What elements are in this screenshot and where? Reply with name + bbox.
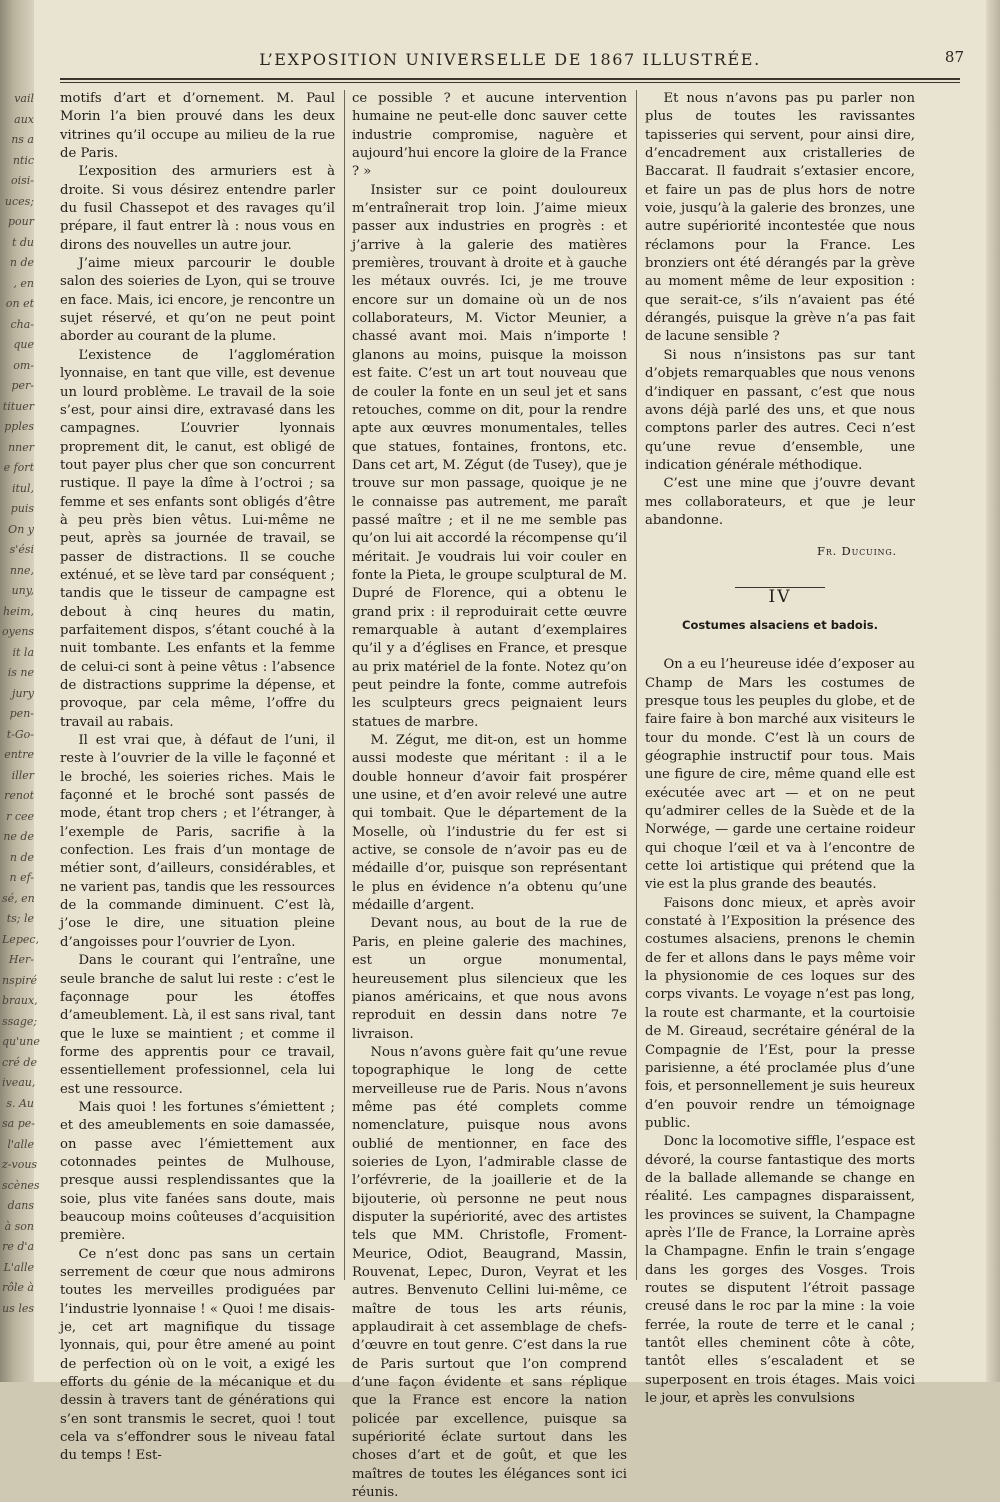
gutter-text-fragment: pen- bbox=[9, 707, 34, 720]
gutter-text-fragment: n de bbox=[9, 256, 34, 269]
gutter-text-fragment: braux, bbox=[2, 994, 38, 1007]
paragraph: ce possible ? et aucune intervention humaine ne peut-elle donc sauver cette industrie compromise, naguère et aujourd’hui encore la gloire de la France ? » bbox=[352, 91, 627, 180]
gutter-text-fragment: jury bbox=[12, 686, 34, 700]
gutter-text-fragment: ne de bbox=[3, 830, 34, 843]
gutter-text-fragment: entre bbox=[4, 748, 34, 761]
gutter-text-fragment: per- bbox=[11, 379, 34, 392]
paragraph: J’aime mieux parcourir le double salon des soieries de Lyon, qui se trouve en face. Mais, ici encore, je rencontre un sujet réservé, et qu’on ne peut point aborder au courant de la plume. bbox=[60, 256, 335, 345]
gutter-text-fragment: iller bbox=[11, 768, 34, 782]
gutter-text-fragment: l'alle bbox=[7, 1137, 34, 1151]
column-separator bbox=[636, 90, 637, 1280]
gutter-text-fragment: aux bbox=[14, 112, 34, 126]
paragraph: motifs d’art et d’ornement. M. Paul Morin l’a bien prouvé dans les deux vitrines qu’il occupe au milieu de la rue de Paris. bbox=[60, 91, 335, 162]
paragraph: Faisons donc mieux, et après avoir constaté à l’Exposition la présence des costumes alsaciens, prenons le chemin de fer et allons dans le pays même voir la physionomie de ces loques sur des corps vivants. Le voyage n’est pas long, la route est charmante, et la courtoisie de M. Gireaud, secrétaire général de la Compagnie de l’Est, pour la presse parisienne, a été proclamée plus d’une fois, et personnellement je suis heureux d’en pouvoir rendre un témoignage public. bbox=[645, 895, 915, 1131]
paragraph: C’est une mine que j’ouvre devant mes collaborateurs, et que je leur abandonne. bbox=[645, 476, 915, 528]
gutter-text-fragment: rôle à bbox=[2, 1281, 34, 1294]
paragraph: Devant nous, au bout de la rue de Paris, en pleine galerie des machines, est un orgue monumental, heureusement plus silencieux que les pianos américains, et que nous avons reproduit en dessin dans notre 7e livraison. bbox=[352, 916, 627, 1042]
header-rule-thin bbox=[60, 82, 960, 83]
gutter-text-fragment: n de bbox=[9, 850, 34, 864]
gutter-text-fragment: oyens bbox=[2, 625, 35, 638]
gutter-text-fragment: us les bbox=[2, 1301, 34, 1315]
running-title: L’EXPOSITION UNIVERSELLE DE 1867 ILLUSTRÉE. bbox=[259, 50, 761, 69]
paragraph: Insister sur ce point douloureux m’entraînerait trop loin. J’aime mieux passer aux industries en progrès : et j’arrive à la galerie des matières premières, trouvant à droite et à gauche les métaux ouvrés. Ici, je me trouve encore sur un domaine où un de nos collaborateurs, M. Victor Meunier, a chassé avant moi. Mais n’importe ! glanons au moins, puisque la moisson est faite. C’est un art tout nouveau que de couler la fonte en un seul jet et sans retouches, comme on dit, pour la rendre apte aux œuvres monumentales, telles que statues, fontaines, frontons, etc. Dans cet art, M. Zégut (de Tusey), que je trouve sur mon passage, quoique je ne le connaisse pas autrement, me paraît passé maître ; et il ne me semble pas qu’on lui ait accordé la récompense qu’il méritait. Je voudrais lui voir couler en fonte la Pieta, le groupe sculptural de M. Dupré de Florence, qui a obtenu le grand prix : il reproduirait cette œuvre remarquable à autant d’exemplaires qu’il y a d’églises en France, et presque au prix matériel de la fonte. Notez qu’on peut peindre la fonte, comme autrefois les sculpteurs grecs peignaient leurs statues de marbre. bbox=[352, 182, 627, 730]
gutter-text-fragment: z-vous bbox=[2, 1158, 38, 1171]
gutter-text-fragment: vail bbox=[14, 92, 34, 105]
paragraph: Mais quoi ! les fortunes s’émiettent ; et des ameublements en soie damassée, on passe avec l’émiettement aux cotonnades peintes de Mulhouse, presque aussi resplendissantes que la soie, plus vite fanées sans doute, mais beaucoup moins coûteuses d’acquisition première. bbox=[60, 1099, 335, 1244]
gutter-text-fragment: que bbox=[13, 338, 34, 351]
gutter-text-fragment: uny, bbox=[11, 584, 34, 597]
paragraph: On a eu l’heureuse idée d’exposer au Champ de Mars les costumes de presque tous les peuples du globe, et de faire faire à bon marché aux visiteurs le tour du monde. C’est là un cours de géographie instructif pour tous. Mais une figure de cire, même quand elle est exécutée avec art — et on ne peut qu’admirer celles de la Suède et de la Norwége, — garde une certaine roideur qui choque l’œil et va à l’encontre de cette loi artistique qui prétend que la vie est la plus grande des beautés. bbox=[645, 657, 915, 893]
gutter-text-fragment: nne, bbox=[9, 563, 34, 577]
adjacent-page-gutter bbox=[0, 0, 40, 1382]
gutter-text-fragment: ssage; bbox=[2, 1014, 38, 1028]
gutter-text-fragment: it la bbox=[12, 645, 34, 659]
column-middle bbox=[352, 90, 627, 1502]
gutter-text-fragment: pples bbox=[4, 420, 34, 433]
page-header bbox=[60, 48, 964, 74]
paragraph: Si nous n’insistons pas sur tant d’objets remarquables que nous venons d’indiquer en passant, c’est que nous avons déjà parlé des uns, et que nous comptons parler des autres. Ceci n’est qu’une revue d’ensemble, une indication générale méthodique. bbox=[645, 347, 915, 473]
paragraph: L’exposition des armuriers est à droite. Si vous désirez entendre parler du fusil Chassepot et des ravages qu’il prépare, il faut entrer là : nous vous en dirons des nouvelles un autre jour. bbox=[60, 164, 335, 253]
gutter-text-fragment: Her- bbox=[8, 953, 34, 966]
gutter-text-fragment: scènes bbox=[2, 1178, 40, 1192]
gutter-text-fragment: iveau, bbox=[2, 1076, 36, 1089]
gutter-text-fragment: à son bbox=[4, 1219, 34, 1233]
paragraph: Il est vrai que, à défaut de l’uni, il reste à l’ouvrier de la ville le façonné et le broché, les soieries riches. Mais le façonné et le broché sont passés de mode, étant trop chers ; et l’étranger, à l’exemple de Paris, sacrifie à la confection. Les frais d’un montage de métier sont, d’ailleurs, considérables, et ne varient pas, tandis que les ressources de la commande diminuent. C’est là, j’ose le dire, une situation pleine d’angoisses pour l’ouvrier de Lyon. bbox=[60, 733, 335, 950]
gutter-text-fragment: nspiré bbox=[2, 973, 38, 987]
paragraph: L’existence de l’agglomération lyonnaise, en tant que ville, est devenue un lourd problème. Le travail de la soie s’est, pour ainsi dire, extravasé dans les campagnes. L’ouvrier lyonnais proprement dit, le canut, est obligé de tout payer plus cher que son concurrent rustique. Il paye la dîme à l’octroi ; sa femme et ses enfants sont obligés d’être à peu près bien vêtus. Lui-même ne peut, après sa journée de travail, se passer de distractions. Il se couche exténué, et se lève tard par conséquent ; tandis que le tisseur de campagne est debout à cinq heures du matin, parfaitement dispos, s’étant couché à la nuit tombante. Les enfants et la femme de celui-ci sont à peine vêtus : l’absence de distractions supprime la dépense, et provoque, par cela même, l’offre du travail au rabais. bbox=[60, 347, 335, 730]
paragraph: M. Zégut, me dit-on, est un homme aussi modeste que méritant : il a le double honneur d’avoir fait prospérer une usine, et d’en avoir relevé une autre qui tombait. Que le département de la Moselle, où l’industrie du fer est si active, se console de n’avoir pas eu de médaille d’or, puisque son représentant le plus en évidence n’a obtenu qu’une médaille d’argent. bbox=[352, 733, 627, 914]
gutter-text-fragment: on et bbox=[5, 297, 34, 310]
gutter-text-fragment: s'ési bbox=[9, 543, 34, 556]
paragraph: Dans le courant qui l’entraîne, une seule branche de salut lui reste : c’est le façonnage pour les étoffes d’ameublement. Là, il est sans rival, tant que le luxe se maintient ; et comme il forme des apprentis pour ce travail, essentiellement professionnel, cela lui est une ressource. bbox=[60, 953, 335, 1097]
column-separator bbox=[344, 90, 345, 1280]
gutter-text-fragment: renot bbox=[4, 789, 34, 802]
gutter-text-fragment: qu'une bbox=[2, 1035, 40, 1048]
paragraph: Nous n’avons guère fait qu’une revue topographique le long de cette merveilleuse rue de Paris. Nous n’avons même pas été complets comme nomenclature, puisque nous avons oublié de mentionner, en face des soieries de Lyon, l’admirable classe de l’orfévrerie, de la joaillerie et de la bijouterie, où personne ne peut nous disputer la supériorité, avec des artistes tels que MM. Christofle, Froment-Meurice, Odiot, Beaugrand, Massin, Rouvenat, Lepec, Duron, Veyrat et les autres. Benvenuto Cellini lui-même, ce maître de tous les arts réunis, applaudirait à cet assemblage de chefs-d’œuvre en tout genre. C’est dans la rue de Paris surtout que l’on comprend d’une façon évidente et sans réplique que la France est encore la nation policée par excellence, puisque sa supériorité éclate surtout dans les choses d’art et de goût, et que les maîtres de toutes les élégances sont ici réunis. bbox=[352, 1044, 627, 1501]
gutter-text-fragment: cré de bbox=[2, 1055, 37, 1069]
author-signature: Fr. Ducuing. bbox=[817, 544, 897, 559]
gutter-text-fragment: ns a bbox=[11, 133, 34, 146]
column-right bbox=[645, 90, 915, 1408]
section-number: IV bbox=[768, 586, 792, 607]
gutter-text-fragment: e fort bbox=[3, 461, 34, 474]
gutter-text-fragment: tituer bbox=[2, 399, 34, 413]
gutter-text-fragment: ntic bbox=[12, 153, 34, 167]
paragraph: Donc la locomotive siffle, l’espace est dévoré, la course fantastique des morts de la ballade allemande se change en réalité. Les campagnes disparaissent, les provinces se suivent, la Champagne après l’Ile de France, la Lorraine après la Champagne. Enfin le train s’engage dans les gorges des Vosges. Trois routes se disputent l’étroit passage creusé dans le roc par la mine : la voie ferrée, la route de terre et le canal ; tantôt elles cheminent côte à côte, tantôt elles s’escaladent et se superposent en trois étages. Mais voici le jour, et après les convulsions bbox=[645, 1134, 915, 1407]
gutter-text-fragment: oisi- bbox=[10, 174, 34, 187]
gutter-text-fragment: ts; le bbox=[6, 912, 34, 925]
gutter-text-fragment: On y bbox=[8, 522, 34, 536]
gutter-text-fragment: sé, en bbox=[2, 891, 35, 905]
header-rule bbox=[60, 78, 960, 80]
gutter-text-fragment: , en bbox=[13, 276, 34, 290]
gutter-text-fragment: re d'a bbox=[2, 1240, 34, 1253]
page-number: 87 bbox=[944, 48, 964, 66]
gutter-text-fragment: heim, bbox=[2, 604, 34, 618]
gutter-text-fragment: nner bbox=[8, 440, 34, 454]
page-edge-fold bbox=[986, 0, 1000, 1382]
paragraph: Et nous n’avons pas pu parler non plus de toutes les ravissantes tapisseries qui servent, pour ainsi dire, d’encadrement aux cristalleries de Baccarat. Il faudrait s’extasier encore, et faire un pas de plus hors de notre voie, jusqu’à la galerie des bronzes, une autre supériorité incontestée que nous réclamons pour la France. Les bronziers ont été dérangés par la grève au moment même de leur exposition : que serait-ce, s’ils n’avaient pas été dérangés, puisque la grève n’a pas fait de lacune sensible ? bbox=[645, 91, 915, 345]
gutter-text-fragment: r cee bbox=[6, 809, 34, 823]
gutter-text-fragment: uces; bbox=[4, 194, 34, 208]
gutter-text-fragment: t-Go- bbox=[6, 727, 34, 741]
gutter-text-fragment: dans bbox=[7, 1199, 34, 1212]
gutter-text-fragment: cha- bbox=[10, 317, 34, 331]
gutter-text-fragment: pour bbox=[7, 215, 34, 228]
gutter-text-fragment: itul, bbox=[11, 481, 34, 495]
section-title: Costumes alsaciens et badois. bbox=[682, 617, 878, 632]
gutter-text-fragment: is ne bbox=[7, 666, 34, 679]
gutter-text-fragment: t du bbox=[11, 235, 34, 249]
gutter-text-fragment: L'alle bbox=[3, 1260, 34, 1274]
gutter-text-fragment: puis bbox=[10, 502, 34, 515]
gutter-text-fragment: sa pe- bbox=[2, 1117, 35, 1130]
column-left bbox=[60, 90, 335, 1466]
paragraph: Ce n’est donc pas sans un certain serrement de cœur que nous admirons toutes les merveilles prodiguées par l’industrie lyonnaise ! « Quoi ! me disais-je, cet art magnifique du tissage lyonnais, qui, pour être amené au point de perfection où on le voit, a exigé les efforts du génie de la mécanique et du dessin à travers tant de générations qui s’en sont transmis le secret, quoi ! tout cela va s’effondrer sous le niveau fatal du temps ! Est- bbox=[60, 1246, 335, 1464]
gutter-text-fragment: om- bbox=[13, 358, 34, 372]
gutter-text-fragment: n ef- bbox=[9, 871, 34, 884]
gutter-text-fragment: s. Au bbox=[6, 1096, 34, 1110]
gutter-text-fragment: Lepec, bbox=[2, 932, 40, 946]
